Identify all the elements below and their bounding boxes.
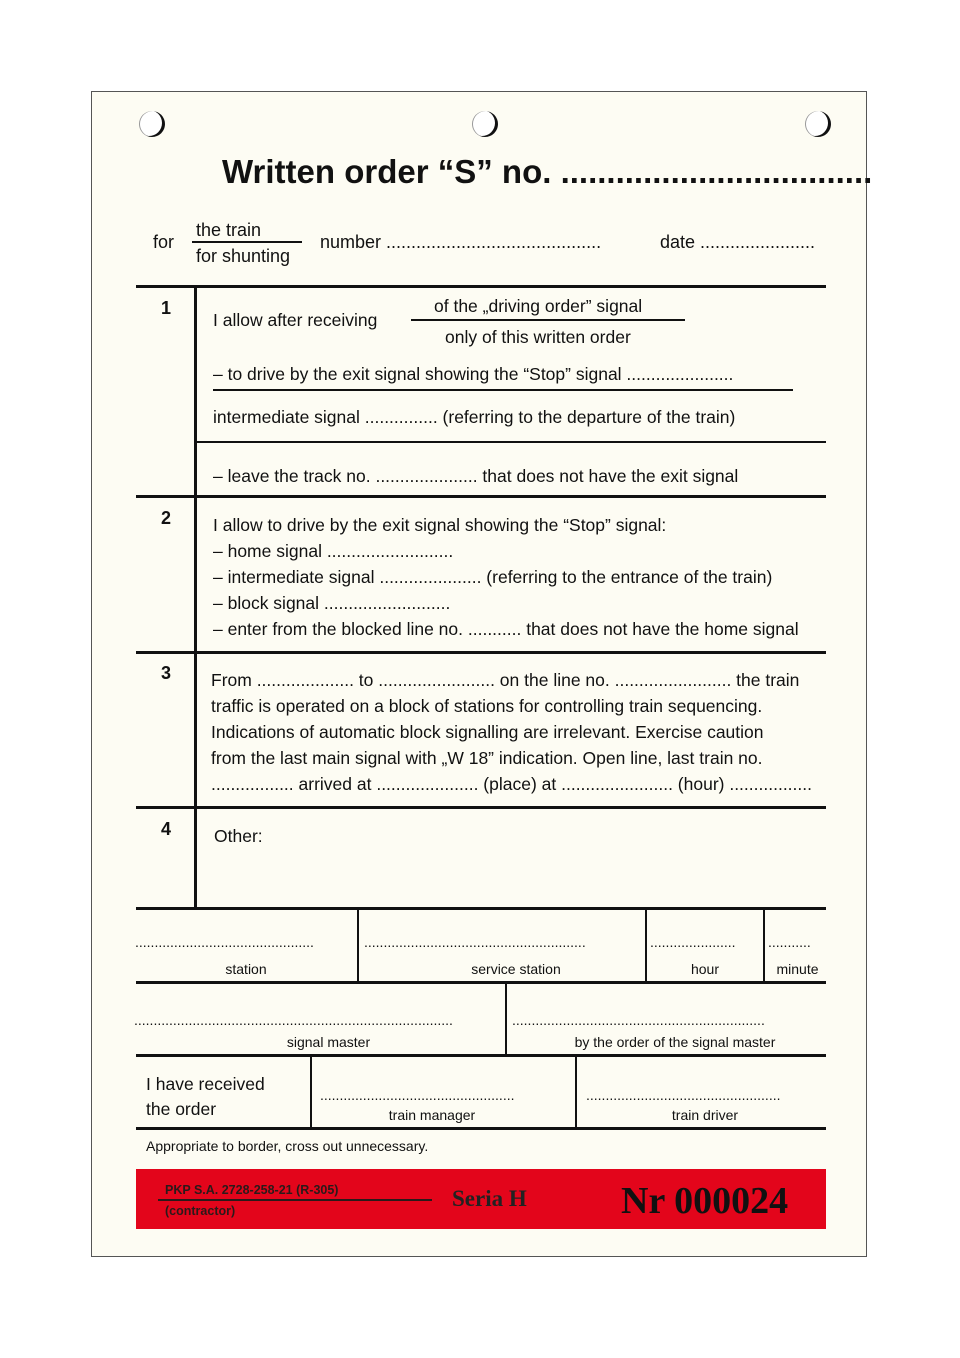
train-driver-caption: train driver — [671, 1107, 739, 1123]
sig-row1-bottom — [136, 981, 826, 984]
table-top-border — [136, 285, 826, 288]
series-label: Seria H — [452, 1186, 527, 1211]
section-1-bottom-border — [136, 495, 826, 498]
number-field[interactable]: number ........................................... — [320, 232, 602, 252]
hour-caption: hour — [690, 961, 720, 977]
allow-after-receiving: I allow after receiving — [213, 310, 378, 330]
station-caption: station — [225, 961, 267, 977]
section-3-bottom-border — [136, 806, 826, 809]
option-fraction-line — [411, 319, 685, 321]
received-line-1: I have received — [146, 1074, 265, 1094]
intermediate-signal-line: intermediate signal ............... (referring to the departure of the train) — [213, 407, 736, 427]
date-field[interactable]: date ....................... — [660, 232, 816, 252]
order-of-master-dots[interactable]: ................................................................. — [512, 1012, 765, 1028]
section-2-line: – home signal .......................... — [213, 541, 454, 561]
number-column-divider — [194, 285, 197, 909]
punch-hole-center — [472, 111, 498, 137]
section-3-line: From .................... to ........................ on the line no. ........................ the train — [211, 670, 800, 690]
table-bottom-border — [136, 907, 826, 910]
section-2-bottom-border — [136, 651, 826, 654]
train-driver-dots[interactable]: .................................................. — [586, 1087, 781, 1103]
received-line-2: the order — [146, 1099, 217, 1119]
sig-row3-bottom — [136, 1127, 826, 1130]
exit-signal-fraction-line — [213, 389, 793, 391]
printer-code: PKP S.A. 2728-258-21 (R-305) — [165, 1183, 339, 1197]
section-3-number: 3 — [160, 663, 171, 683]
station-dots[interactable]: .............................................. — [135, 934, 314, 950]
printer-underline — [158, 1199, 432, 1201]
section-3-line: ................. arrived at ..................... (place) at ....................... (hour) ................. — [211, 774, 812, 794]
minute-caption: minute — [776, 961, 819, 977]
section-2-line: – intermediate signal ..................... (referring to the entrance of the train) — [213, 567, 773, 587]
train-manager-dots[interactable]: .................................................. — [320, 1087, 515, 1103]
section-2-line: – block signal .......................... — [213, 593, 451, 613]
sig-row3-divider — [575, 1054, 577, 1129]
option-written-order[interactable]: only of this written order — [445, 327, 631, 347]
fraction-line — [192, 241, 302, 243]
section-3-line: from the last main signal with „W 18” indication. Open line, last train no. — [211, 748, 763, 768]
section-2-line: I allow to drive by the exit signal showing the “Stop” signal: — [213, 515, 667, 535]
section-3-line: traffic is operated on a block of stations for controlling train sequencing. — [211, 696, 763, 716]
section-2-number: 2 — [160, 508, 171, 528]
section-1-number: 1 — [160, 298, 171, 318]
leave-track-line: – leave the track no. ..................... that does not have the exit signal — [213, 466, 739, 486]
service-station-dots[interactable]: ......................................................... — [364, 934, 586, 950]
shunting-option: for shunting — [196, 246, 291, 266]
contractor-label: (contractor) — [165, 1204, 236, 1218]
signal-master-caption: signal master — [286, 1034, 371, 1050]
option-driving-order-signal[interactable]: of the „driving order” signal — [434, 296, 643, 316]
section-1-subdivider — [196, 441, 826, 443]
form-title: Written order “S” no. .................................. — [222, 153, 873, 190]
section-4-number: 4 — [160, 819, 171, 839]
sig-row2-bottom — [136, 1054, 826, 1057]
cross-out-note: Appropriate to border, cross out unnecessary. — [146, 1138, 429, 1154]
service-station-caption: service station — [471, 961, 561, 977]
for-label: for — [153, 232, 175, 252]
exit-signal-line: – to drive by the exit signal showing the “Stop” signal ...................... — [213, 364, 734, 384]
section-2-line: – enter from the blocked line no. ........... that does not have the home signal — [213, 619, 799, 639]
hour-dots[interactable]: ...................... — [650, 934, 736, 950]
sig-row1-divider — [357, 907, 359, 982]
minute-dots[interactable]: ........... — [768, 934, 811, 950]
section-3-line: Indications of automatic block signalling are irrelevant. Exercise caution — [211, 722, 764, 742]
signal-master-dots[interactable]: .................................................................................. — [134, 1012, 453, 1028]
punch-hole-left — [139, 111, 165, 137]
punch-hole-right — [805, 111, 831, 137]
other-label: Other: — [214, 826, 263, 846]
train-manager-caption: train manager — [388, 1107, 476, 1123]
by-order-caption: by the order of the signal master — [574, 1034, 776, 1050]
serial-number: Nr 000024 — [621, 1180, 789, 1222]
train-option: the train — [196, 220, 262, 240]
